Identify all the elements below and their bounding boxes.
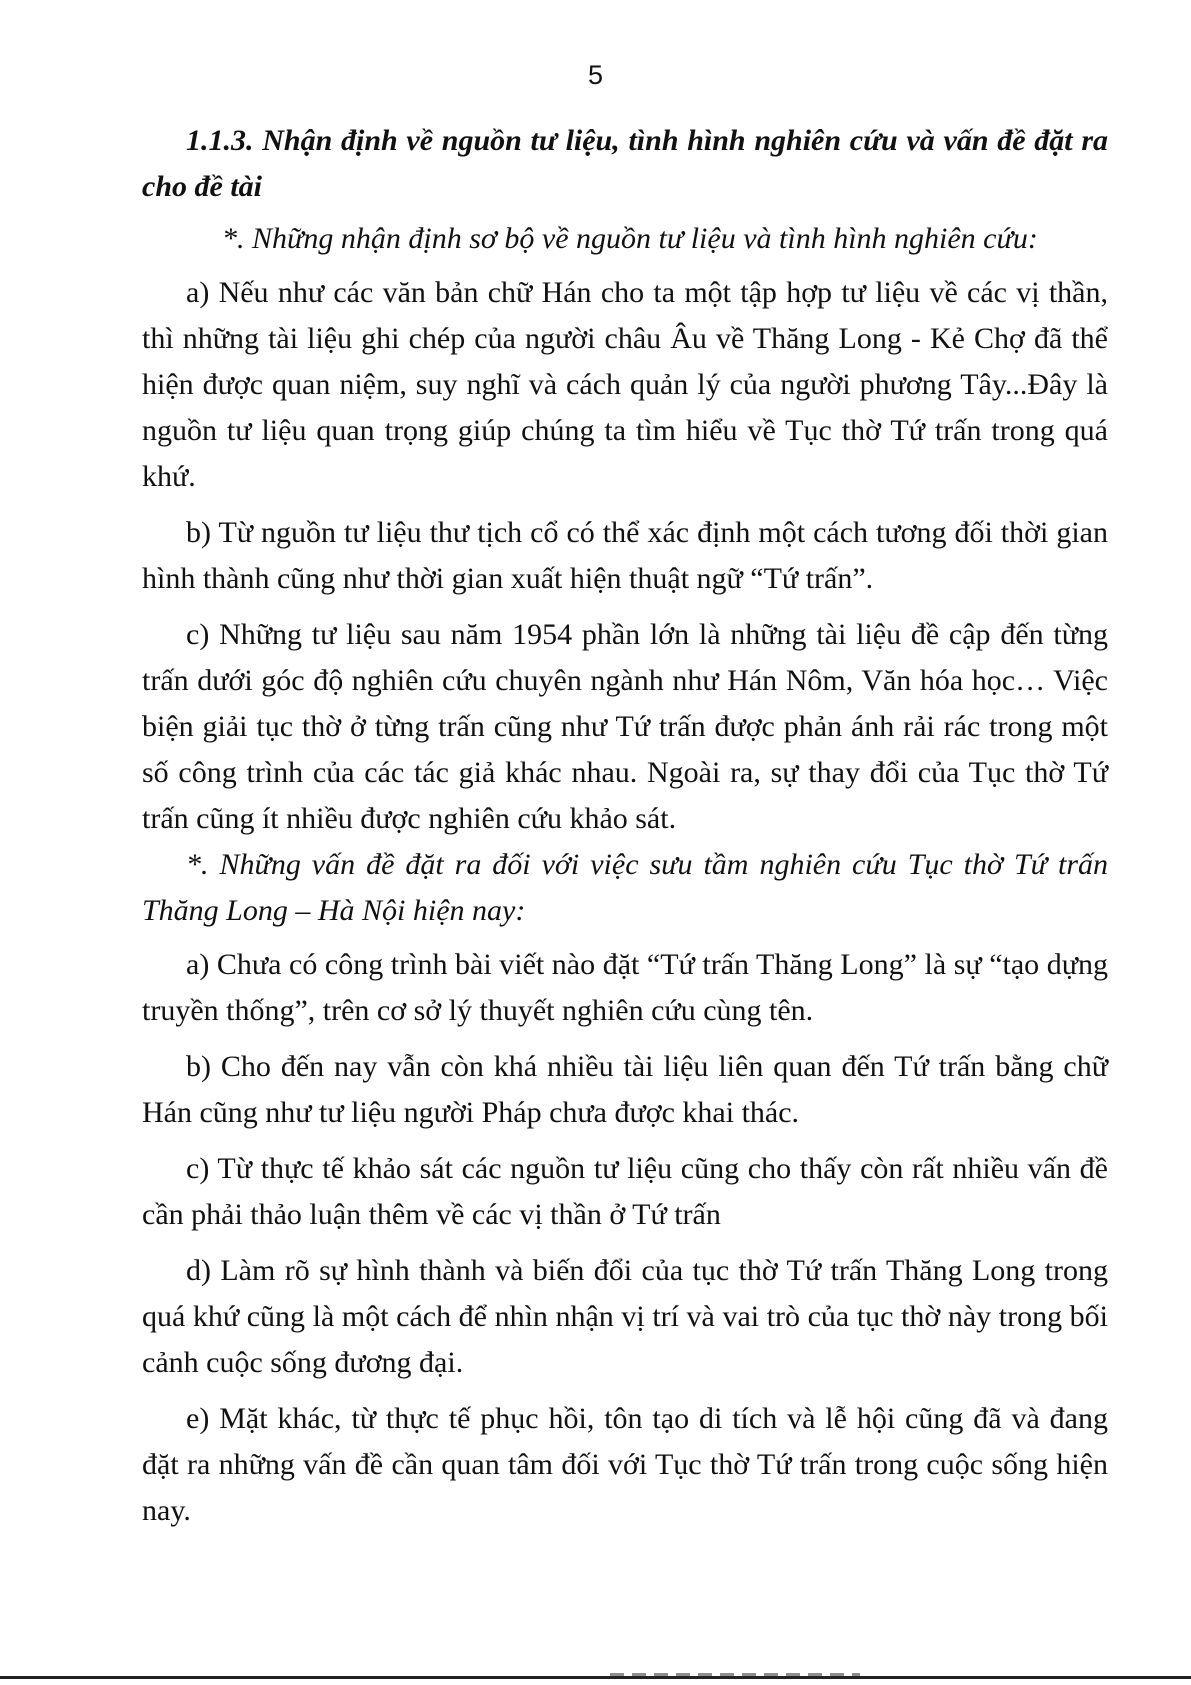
assessment-subheading: *. Những nhận định sơ bộ về nguồn tư liệu và tình hình nghiên cứu: (222, 222, 1038, 255)
page-bottom-rule (0, 1676, 1191, 1679)
issue-paragraph-e: e) Mặt khác, từ thực tế phục hồi, tôn tạo di tích và lễ hội cũng đã và đang đặt ra những vấn đề cần quan tâm đối với Tục thờ Tứ trấn trong cuộc sống hiện nay. (142, 1402, 1108, 1527)
issue-paragraph-d: d) Làm rõ sự hình thành và biến đổi của tục thờ Tứ trấn Thăng Long trong quá khứ cũng là một cách để nhìn nhận vị trí và vai trò của tục thờ này trong bối cảnh cuộc sống đương đại. (142, 1254, 1108, 1379)
assessment-paragraph-a: a) Nếu như các văn bản chữ Hán cho ta một tập hợp tư liệu về các vị thần, thì những tài liệu ghi chép của người châu Âu về Thăng Long - Kẻ Chợ đã thể hiện được quan niệm, suy nghĩ và cách quản lý của người phương Tây...Đây là nguồn tư liệu quan trọng giúp chúng ta tìm hiểu về Tục thờ Tứ trấn trong quá khứ. (142, 276, 1108, 493)
assessment-paragraph-c: c) Những tư liệu sau năm 1954 phần lớn là những tài liệu đề cập đến từng trấn dưới góc độ nghiên cứu chuyên ngành như Hán Nôm, Văn hóa học… Việc biện giải tục thờ ở từng trấn cũng như Tứ trấn được phản ánh rải rác trong một số công trình của các tác giả khác nhau. Ngoài ra, sự thay đổi của Tục thờ Tứ trấn cũng ít nhiều được nghiên cứu khảo sát. (142, 618, 1108, 835)
issue-paragraph-b: b) Cho đến nay vẫn còn khá nhiều tài liệu liên quan đến Tứ trấn bằng chữ Hán cũng như tư liệu người Pháp chưa được khai thác. (142, 1050, 1108, 1129)
document-body (142, 118, 1108, 1534)
issues-subheading: *. Những vấn đề đặt ra đối với việc sưu tầm nghiên cứu Tục thờ Tứ trấn Thăng Long – Hà Nội hiện nay: (142, 848, 1108, 927)
section-heading: 1.1.3. Nhận định về nguồn tư liệu, tình hình nghiên cứu và vấn đề đặt ra cho đề tài (142, 124, 1108, 203)
issue-paragraph-c: c) Từ thực tế khảo sát các nguồn tư liệu cũng cho thấy còn rất nhiều vấn đề cần phải thảo luận thêm về các vị thần ở Tứ trấn (142, 1152, 1108, 1231)
assessment-paragraph-b: b) Từ nguồn tư liệu thư tịch cổ có thể xác định một cách tương đối thời gian hình thành cũng như thời gian xuất hiện thuật ngữ “Tứ trấn”. (142, 516, 1108, 595)
issue-paragraph-a: a) Chưa có công trình bài viết nào đặt “Tứ trấn Thăng Long” là sự “tạo dựng truyền thống”, trên cơ sở lý thuyết nghiên cứu cùng tên. (142, 948, 1108, 1027)
page-number: 5 (587, 60, 604, 90)
